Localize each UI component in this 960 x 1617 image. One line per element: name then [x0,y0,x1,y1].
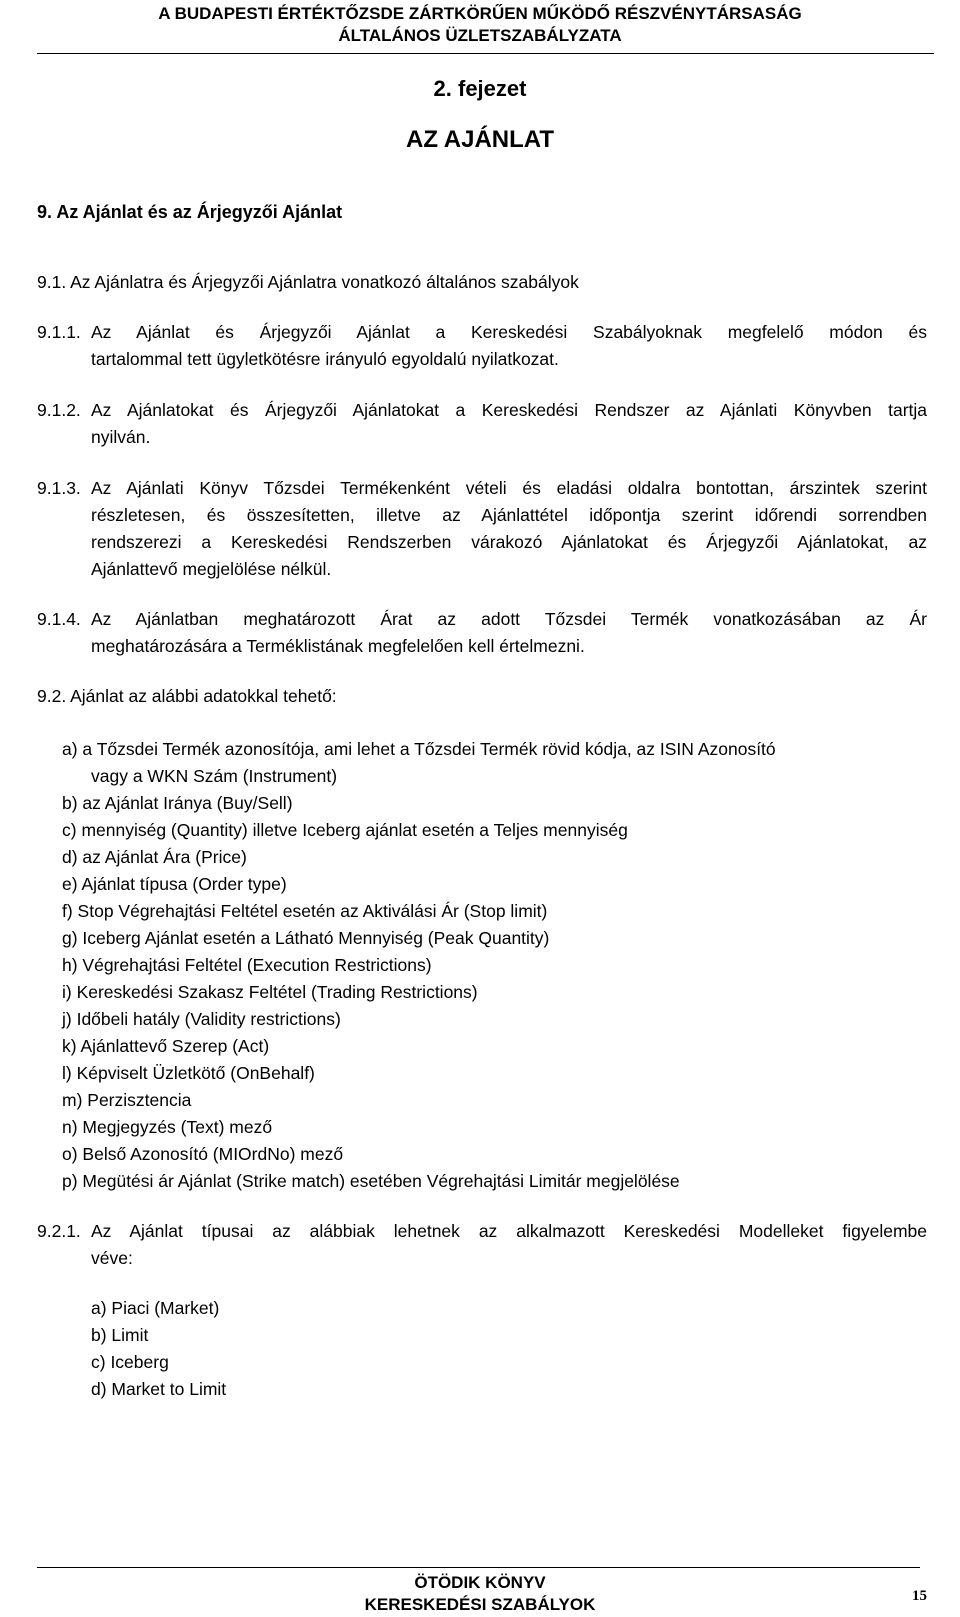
list-item-k: k) Ajánlattevő Szerep (Act) [62,1036,270,1056]
paragraph-9-2-1-number: 9.2.1. [37,1221,81,1241]
section-9-heading: 9. Az Ajánlat és az Árjegyzői Ajánlat [37,202,343,222]
section-9-1-heading: 9.1. Az Ajánlatra és Árjegyzői Ajánlatra vonatkozó általános szabályok [37,272,579,292]
paragraph-9-1-3-line-4: Ajánlattevő megjelölése nélkül. [91,559,332,579]
list-item-a-continued: vagy a WKN Szám (Instrument) [91,766,338,786]
list-item-p: p) Megütési ár Ajánlat (Strike match) esetében Végrehajtási Limitár megjelölése [62,1171,680,1191]
list-item-d: d) az Ajánlat Ára (Price) [62,847,247,867]
paragraph-9-1-2-number: 9.1.2. [37,400,81,420]
footer-rule [37,1567,920,1568]
list-item-c: c) mennyiség (Quantity) illetve Iceberg ajánlat esetén a Teljes mennyiség [62,820,628,840]
list-item-a: a) a Tőzsdei Termék azonosítója, ami lehet a Tőzsdei Termék rövid kódja, az ISIN Azonosító [62,739,776,759]
list-item-i: i) Kereskedési Szakasz Feltétel (Trading Restrictions) [62,982,478,1002]
paragraph-9-2-1-line-2: véve: [91,1248,133,1268]
paragraph-9-1-3-number: 9.1.3. [37,478,81,498]
paragraph-9-1-4-number: 9.1.4. [37,609,81,629]
paragraph-9-1-3-line-3: rendszerezi a Kereskedési Rendszerben várakozó Ajánlatokat és Árjegyzői Ajánlatokat, az [91,532,927,552]
list-item-b: b) az Ajánlat Iránya (Buy/Sell) [62,793,293,813]
paragraph-9-1-1-line-1: Az Ajánlat és Árjegyzői Ajánlat a Kereskedési Szabályoknak megfelelő módon és [91,322,927,342]
list-item-h: h) Végrehajtási Feltétel (Execution Restrictions) [62,955,432,975]
footer-section-title: KERESKEDÉSI SZABÁLYOK [364,1595,596,1614]
section-9-2-heading: 9.2. Ajánlat az alábbi adatokkal tehető: [37,686,337,706]
paragraph-9-1-3-line-2: részletesen, és összesítetten, illetve az Ajánlattétel időpontja szerint időrendi sorrendben [91,505,927,525]
paragraph-9-1-1-line-2: tartalommal tett ügyletkötésre irányuló egyoldalú nyilatkozat. [91,349,559,369]
list-item-m: m) Perzisztencia [62,1090,192,1110]
paragraph-9-1-2-line-1: Az Ajánlatokat és Árjegyzői Ajánlatokat a Kereskedési Rendszer az Ajánlati Könyvben tartja [91,400,927,420]
order-type-item-a: a) Piaci (Market) [91,1298,220,1318]
order-type-item-b: b) Limit [91,1325,149,1345]
chapter-number: 2. fejezet [433,76,527,101]
paragraph-9-1-4-line-2: meghatározására a Terméklistának megfelelően kell értelmezni. [91,636,585,656]
list-item-e: e) Ajánlat típusa (Order type) [62,874,287,894]
paragraph-9-1-2-line-2: nyilván. [91,427,151,447]
paragraph-9-1-1-number: 9.1.1. [37,322,81,342]
footer-book-title: ÖTÖDIK KÖNYV [414,1573,546,1592]
order-type-item-d: d) Market to Limit [91,1379,227,1399]
paragraph-9-1-3-line-1: Az Ajánlati Könyv Tőzsdei Termékenként vételi és eladási oldalra bontottan, árszintek szerint [91,478,927,498]
paragraph-9-1-4-line-1: Az Ajánlatban meghatározott Árat az adott Tőzsdei Termék vonatkozásában az Ár [91,609,927,629]
document-header-subtitle: ÁLTALÁNOS ÜZLETSZABÁLYZATA [338,26,622,45]
list-item-o: o) Belső Azonosító (MIOrdNo) mező [62,1144,344,1164]
paragraph-9-2-1-line-1: Az Ajánlat típusai az alábbiak lehetnek az alkalmazott Kereskedési Modelleket figyelembe [91,1221,927,1241]
list-item-j: j) Időbeli hatály (Validity restrictions) [62,1009,341,1029]
list-item-f: f) Stop Végrehajtási Feltétel esetén az Aktiválási Ár (Stop limit) [62,901,548,921]
page-number: 15 [912,1588,927,1604]
header-rule [37,53,934,54]
chapter-title: AZ AJÁNLAT [406,126,554,153]
list-item-g: g) Iceberg Ajánlat esetén a Látható Mennyiség (Peak Quantity) [62,928,550,948]
order-type-item-c: c) Iceberg [91,1352,169,1372]
list-item-n: n) Megjegyzés (Text) mező [62,1117,273,1137]
list-item-l: l) Képviselt Üzletkötő (OnBehalf) [62,1063,315,1083]
document-header-title: A BUDAPESTI ÉRTÉKTŐZSDE ZÁRTKÖRŰEN MŰKÖDŐ RÉSZVÉNYTÁRSASÁG [158,4,802,23]
